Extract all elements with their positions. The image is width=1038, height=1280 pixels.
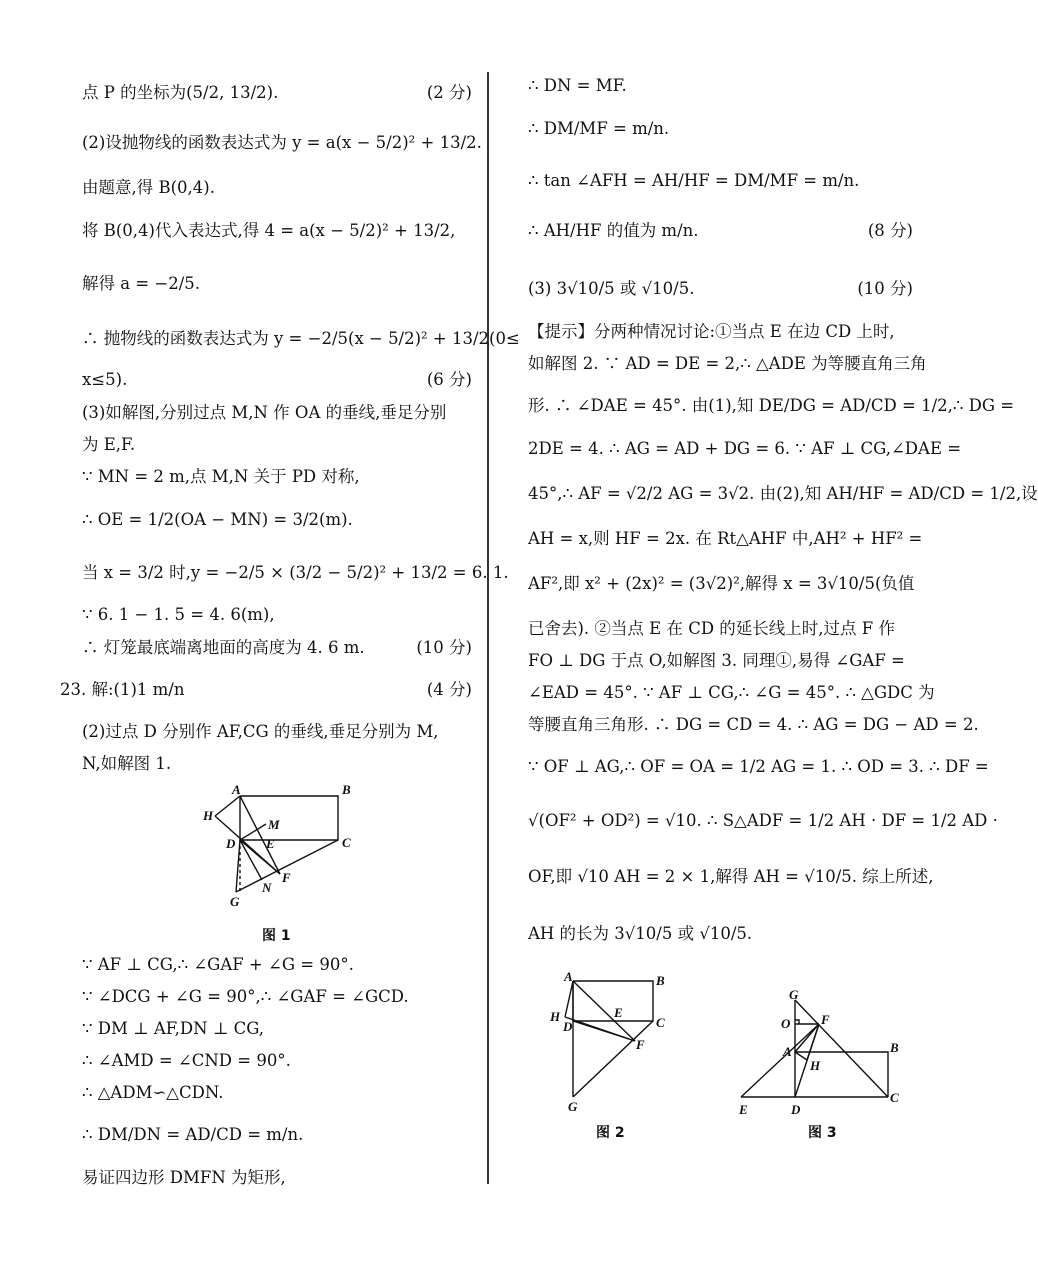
text-line: (3)如解图,分别过点 M,N 作 OA 的垂线,垂足分别 xyxy=(82,403,447,422)
label-F: F xyxy=(282,870,291,885)
label-C: C xyxy=(342,835,351,850)
text-line: x≤5). (6 分) xyxy=(82,370,472,389)
text-line: (2)过点 D 分别作 AF,CG 的垂线,垂足分别为 M, xyxy=(82,722,439,741)
text-line: ∵ ∠DCG + ∠G = 90°,∴ ∠GAF = ∠GCD. xyxy=(82,987,409,1006)
text-line: ∴ tan ∠AFH = AH/HF = DM/MF = m/n. xyxy=(528,171,860,190)
label-M: M xyxy=(268,817,280,832)
label-A: A xyxy=(564,969,573,984)
label-H: H xyxy=(550,1009,561,1024)
label-D: D xyxy=(226,836,236,851)
text-line: AH = x,则 HF = 2x. 在 Rt△AHF 中,AH² + HF² = xyxy=(528,529,923,548)
text-line: 2DE = 4. ∴ AG = AD + DG = 6. ∵ AF ⊥ CG,∠DAE = xyxy=(528,439,962,458)
text-line: (3) 3√10/5 或 √10/5. (10 分) xyxy=(528,279,913,298)
text-line: ∴ DM/DN = AD/CD = m/n. xyxy=(82,1125,304,1144)
figure-1-diagram xyxy=(192,782,372,932)
label-E: E xyxy=(614,1005,623,1020)
score: (8 分) xyxy=(867,221,913,240)
label-B: B xyxy=(890,1040,899,1055)
label-F: F xyxy=(636,1037,645,1052)
text-line: (2)设抛物线的函数表达式为 y = a(x − 5/2)² + 13/2. xyxy=(82,133,482,152)
label-B: B xyxy=(342,782,351,797)
label-O: O xyxy=(781,1016,791,1031)
text-line: ∴ DN = MF. xyxy=(528,76,627,95)
text-line: ∴ 抛物线的函数表达式为 y = −2/5(x − 5/2)² + 13/2(0≤ xyxy=(82,329,520,348)
label-A: A xyxy=(232,782,241,797)
text-line: FO ⊥ DG 于点 O,如解图 3. 同理①,易得 ∠GAF = xyxy=(528,651,905,670)
score: (2 分) xyxy=(426,83,472,102)
score: (4 分) xyxy=(426,680,472,699)
text-line: ∵ AF ⊥ CG,∴ ∠GAF + ∠G = 90°. xyxy=(82,955,354,974)
text-line: ∴ 灯笼最底端离地面的高度为 4. 6 m. (10 分) xyxy=(82,638,472,657)
text-line: 易证四边形 DMFN 为矩形, xyxy=(82,1168,286,1187)
figure-1-caption: 图 1 xyxy=(262,928,291,944)
text-line: 点 P 的坐标为(5/2, 13/2). (2 分) xyxy=(82,83,472,102)
text-line: ∴ AH/HF 的值为 m/n. (8 分) xyxy=(528,221,913,240)
figure-3 xyxy=(733,987,908,1120)
label-D: D xyxy=(791,1102,801,1117)
text-line: N,如解图 1. xyxy=(82,754,172,773)
text-line: 将 B(0,4)代入表达式,得 4 = a(x − 5/2)² + 13/2, xyxy=(82,221,456,240)
text-line: 形. ∴ ∠DAE = 45°. 由(1),知 DE/DG = AD/CD = 1/2,∴ DG = xyxy=(528,396,1015,415)
text-line: 当 x = 3/2 时,y = −2/5 × (3/2 − 5/2)² + 13/2 = 6. 1. xyxy=(82,563,509,582)
label-G: G xyxy=(230,894,240,909)
label-B: B xyxy=(656,973,665,988)
text-line: 为 E,F. xyxy=(82,435,136,454)
score: (6 分) xyxy=(426,370,472,389)
label-C: C xyxy=(890,1090,899,1105)
figure-2-caption: 图 2 xyxy=(596,1125,625,1141)
label-C: C xyxy=(656,1015,665,1030)
label-G: G xyxy=(568,1099,578,1114)
figure-3-diagram xyxy=(733,987,908,1120)
figure-2 xyxy=(528,965,678,1115)
text-line: ∴ ∠AMD = ∠CND = 90°. xyxy=(82,1051,291,1070)
score: (10 分) xyxy=(416,638,472,657)
text-line: 45°,∴ AF = √2/2 AG = 3√2. 由(2),知 AH/HF = AD/CD = 1/2,设 xyxy=(528,484,1038,503)
text-line: AF²,即 x² + (2x)² = (3√2)²,解得 x = 3√10/5(负值 xyxy=(528,574,915,593)
text-line: 等腰直角三角形. ∴ DG = CD = 4. ∴ AG = DG − AD = 2. xyxy=(528,715,979,734)
text-line: ∵ DM ⊥ AF,DN ⊥ CG, xyxy=(82,1019,265,1038)
column-divider xyxy=(487,72,489,1184)
label-H: H xyxy=(810,1058,821,1073)
label-D: D xyxy=(563,1019,573,1034)
text-line: ∠EAD = 45°. ∵ AF ⊥ CG,∴ ∠G = 45°. ∴ △GDC 为 xyxy=(528,683,935,702)
text-line: √(OF² + OD²) = √10. ∴ S△ADF = 1/2 AH · DF = 1/2 AD · xyxy=(528,811,998,830)
text-line: 已舍去). ②当点 E 在 CD 的延长线上时,过点 F 作 xyxy=(528,619,895,638)
text-line: AH 的长为 3√10/5 或 √10/5. xyxy=(528,924,753,943)
text-line: ∴ △ADM∽△CDN. xyxy=(82,1083,224,1102)
text-line: 如解图 2. ∵ AD = DE = 2,∴ △ADE 为等腰直角三角 xyxy=(528,354,927,373)
text-line: OF,即 √10 AH = 2 × 1,解得 AH = √10/5. 综上所述, xyxy=(528,867,934,886)
label-E: E xyxy=(739,1102,748,1117)
text-line: ∴ OE = 1/2(OA − MN) = 3/2(m). xyxy=(82,510,353,529)
text-line: ∵ OF ⊥ AG,∴ OF = OA = 1/2 AG = 1. ∴ OD = 3. ∴ DF = xyxy=(528,757,989,776)
text-line: ∵ MN = 2 m,点 M,N 关于 PD 对称, xyxy=(82,467,360,486)
text-line: 【提示】分两种情况讨论:①当点 E 在边 CD 上时, xyxy=(528,322,895,341)
label-N: N xyxy=(262,880,272,895)
label-A: A xyxy=(783,1044,792,1059)
figure-2-diagram xyxy=(528,965,678,1115)
text-line: 由题意,得 B(0,4). xyxy=(82,178,215,197)
figure-1 xyxy=(192,782,372,932)
text-line: ∴ DM/MF = m/n. xyxy=(528,119,670,138)
text-line: 23. 解:(1)1 m/n (4 分) xyxy=(60,680,472,699)
label-F: F xyxy=(821,1012,830,1027)
score: (10 分) xyxy=(857,279,913,298)
label-E: E xyxy=(266,836,275,851)
label-G: G xyxy=(789,987,799,1002)
figure-3-caption: 图 3 xyxy=(808,1125,837,1141)
label-H: H xyxy=(203,808,214,823)
text-line: 解得 a = −2/5. xyxy=(82,274,201,293)
text-line: ∵ 6. 1 − 1. 5 = 4. 6(m), xyxy=(82,605,275,624)
